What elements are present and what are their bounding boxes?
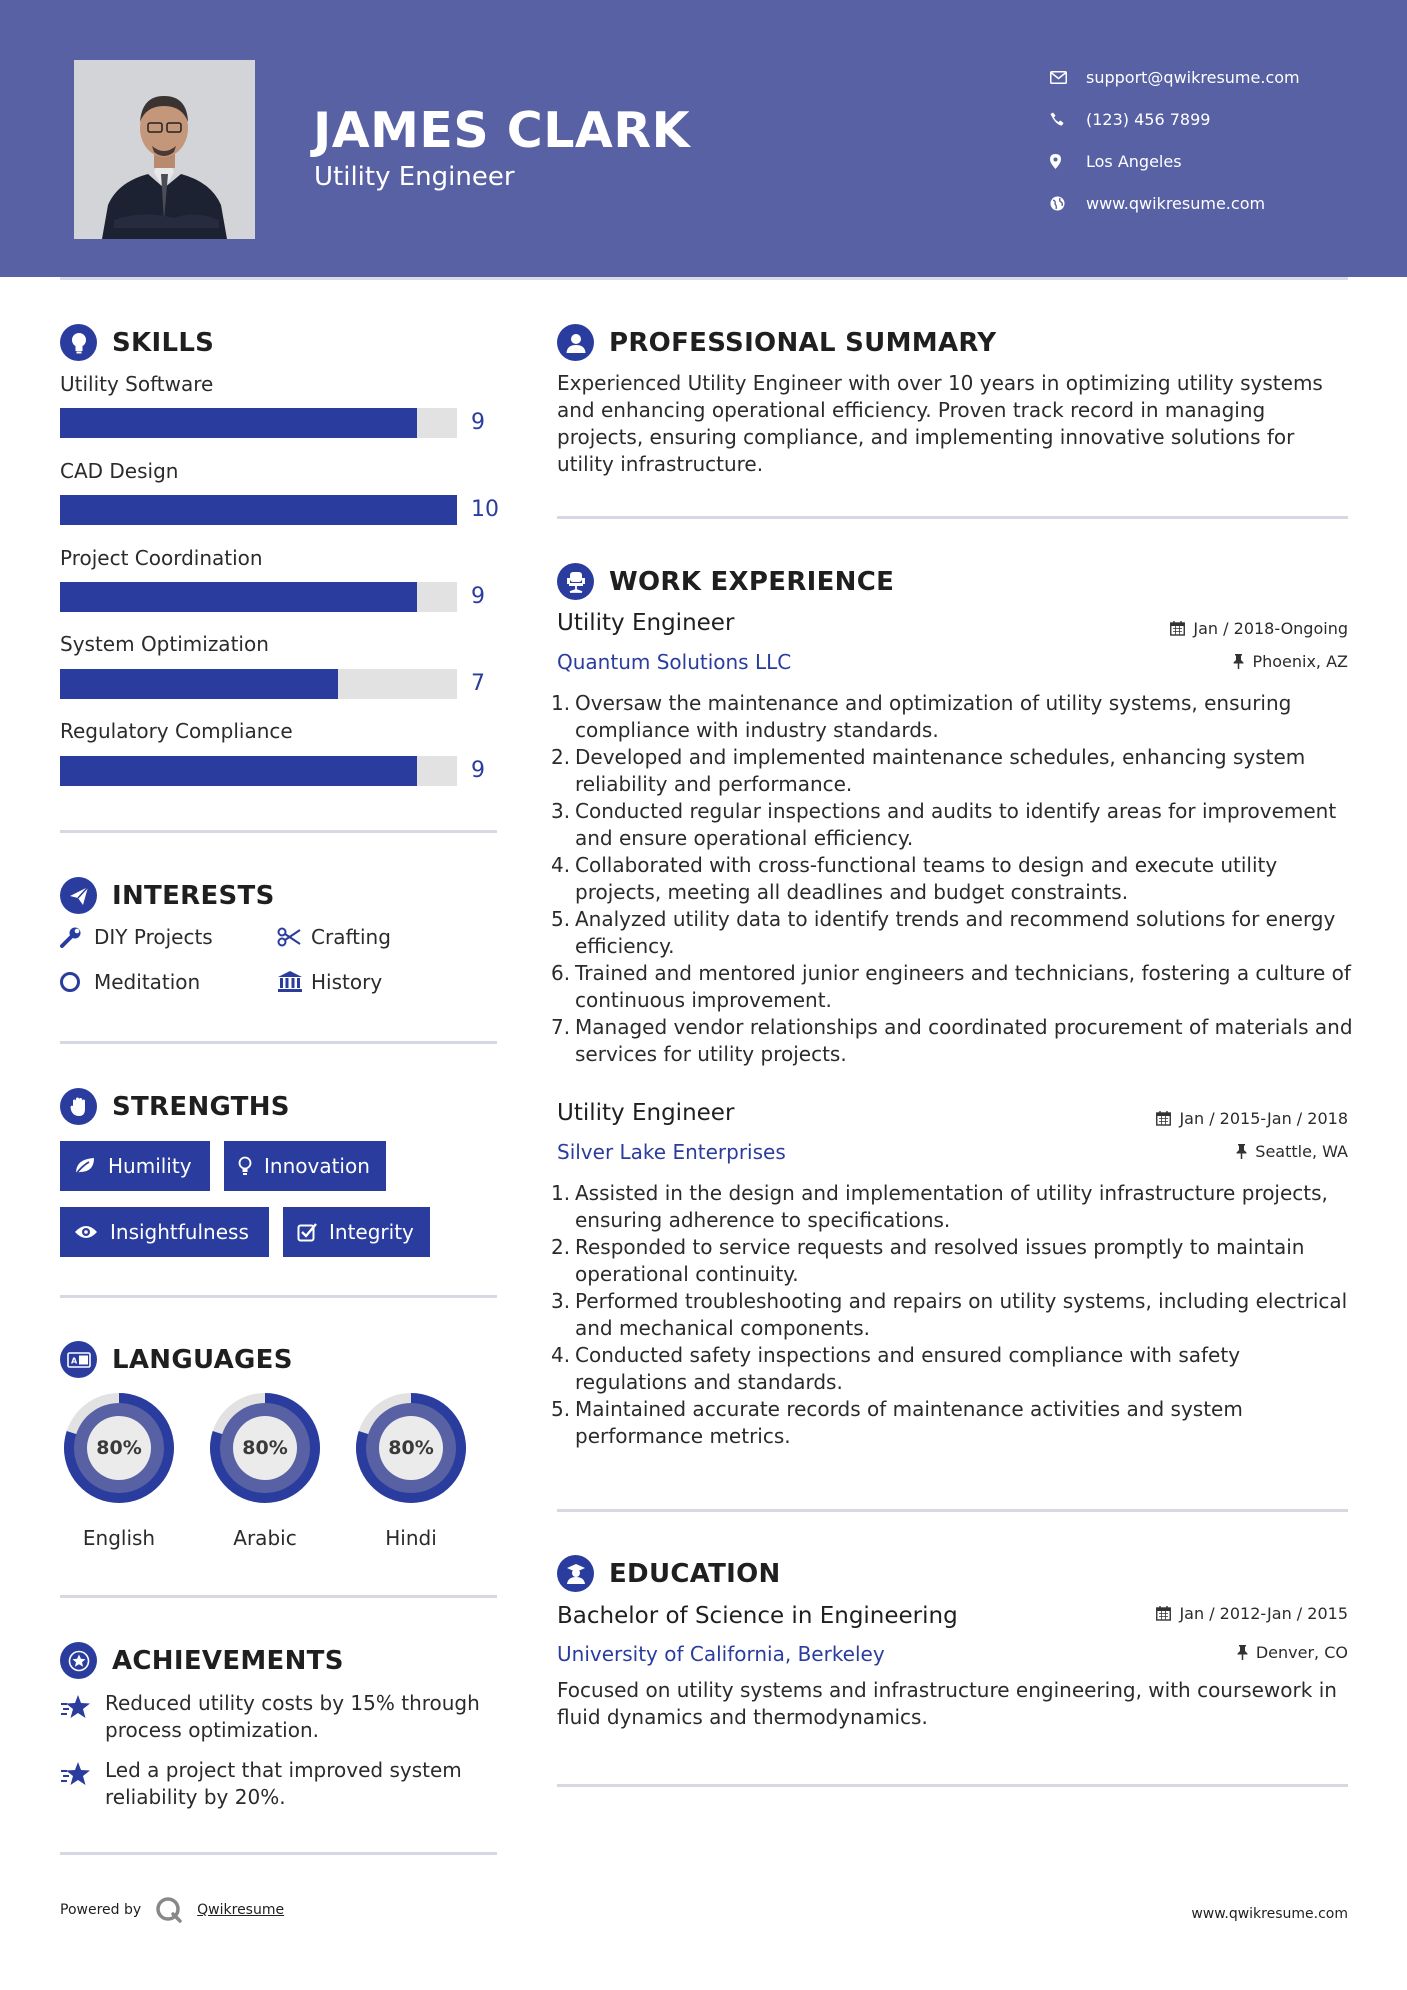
job-location [1236,1142,1348,1161]
job-location-text: Phoenix, AZ [1252,652,1348,671]
job-location [1233,652,1348,671]
strength-label: Innovation [264,1154,370,1178]
globe-icon [1050,193,1086,213]
calendar-icon [1156,1606,1171,1621]
contact-website[interactable] [1050,182,1390,224]
strength-tag [283,1207,430,1257]
profile-photo [74,60,255,239]
interest-item [277,925,391,949]
experience-title: WORK EXPERIENCE [609,566,895,597]
section-divider [557,516,1348,519]
language-percent: 80% [96,1437,142,1459]
duty-item: 3. Performed troubleshooting and repairs on utility systems, including electrical and mechanical components. [551,1289,1348,1340]
duty-item: 2. Responded to service requests and resolved issues promptly to maintain operational continuity. [551,1235,1305,1286]
strength-tag [60,1207,269,1257]
contact-phone[interactable] [1050,98,1390,140]
achievements-heading [60,1642,344,1679]
duty-item: 5. Analyzed utility data to identify trends and recommend solutions for energy efficiency. [551,907,1336,958]
skill-bar-fill [60,495,457,525]
language-percent: 80% [388,1437,434,1459]
interest-item [277,970,382,994]
language-label: English [82,1526,156,1550]
skill-bar [60,408,457,438]
interests-title: INTERESTS [112,880,275,911]
contact-email-text: support@qwikresume.com [1086,67,1300,87]
interest-item [60,925,213,949]
job-location-text: Seattle, WA [1255,1142,1348,1161]
duty-item: 1. Assisted in the design and implementation of utility infrastructure projects, ensuring adherence to specifications. [551,1181,1328,1232]
contact-website-text: www.qwikresume.com [1086,193,1266,213]
duty-item: 3. Conducted regular inspections and audits to identify areas for improvement and ensure operational efficiency. [551,799,1337,850]
skill-label: Regulatory Compliance [60,719,293,743]
contact-phone-text: (123) 456 7899 [1086,109,1211,129]
svg-text:A: A [70,1356,77,1365]
achievement-text: Led a project that improved system reliability by 20%. [105,1758,462,1809]
user-icon [557,324,594,361]
pushpin-icon [1233,654,1244,669]
duty-item: 4. Collaborated with cross-functional teams to design and execute utility projects, meeting all deadlines and budget constraints. [551,853,1278,904]
languages-title: LANGUAGES [112,1344,293,1375]
interest-label: DIY Projects [94,925,213,949]
section-divider [60,1595,497,1598]
degree-title: Bachelor of Science in Engineering [557,1603,958,1629]
hand-icon [60,1088,97,1125]
skill-value: 10 [471,497,499,522]
graduate-icon [557,1555,594,1592]
candidate-role: Utility Engineer [314,162,515,192]
contact-list [1050,56,1390,224]
footer-website[interactable]: www.qwikresume.com [1191,1906,1348,1922]
skill-value: 9 [471,758,485,783]
education-location-text: Denver, CO [1255,1643,1348,1662]
calendar-icon [1156,1111,1171,1126]
footer-powered-by [60,1896,284,1924]
language-percent: 80% [242,1437,288,1459]
skill-label: CAD Design [60,459,179,483]
contact-location [1050,140,1390,182]
section-divider [60,1852,497,1855]
map-pin-icon [1050,151,1086,171]
wrench-icon [60,926,94,948]
summary-heading [557,324,996,361]
strength-label: Insightfulness [110,1220,249,1244]
header-divider [60,277,1348,280]
interest-item [60,970,200,994]
strength-label: Humility [108,1154,192,1178]
envelope-icon [1050,67,1086,87]
skill-value: 7 [471,671,485,696]
education-dates [1156,1604,1348,1623]
job-dates-text: Jan / 2018-Ongoing [1193,619,1348,638]
interest-label: Meditation [94,970,201,994]
company-name: Quantum Solutions LLC [557,650,792,674]
calendar-icon [1170,621,1185,636]
skill-label: Project Coordination [60,546,263,570]
skill-value: 9 [471,410,485,435]
skill-value: 9 [471,584,485,609]
brand-link[interactable]: Qwikresume [197,1902,285,1918]
experience-heading [557,563,894,600]
duty-item: 6. Trained and mentored junior engineers and technicians, fostering a culture of continuous improvement. [551,961,1351,1012]
star-badge-icon [60,1642,97,1679]
section-divider [557,1509,1348,1512]
language-item [350,1387,472,1550]
summary-title: PROFESSIONAL SUMMARY [609,327,997,358]
chair-icon [557,563,594,600]
language-item [204,1387,326,1550]
strength-tag [60,1141,210,1191]
section-divider [60,830,497,833]
education-description: Focused on utility systems and infrastructure engineering, with coursework in fluid dynamics and thermodynamics. [557,1678,1337,1729]
star-icon [60,1690,105,1744]
skills-title: SKILLS [112,327,215,358]
achievement-item [60,1690,500,1744]
languages-heading [60,1341,293,1378]
museum-icon [277,971,311,993]
job-title: Utility Engineer [557,610,735,636]
duty-item: 5. Maintained accurate records of maintenance activities and system performance metrics. [551,1397,1243,1448]
check-square-icon [297,1222,317,1242]
achievement-text: Reduced utility costs by 15% through process optimization. [105,1691,480,1742]
eye-icon [74,1224,98,1240]
strength-tag [224,1141,386,1191]
job-title: Utility Engineer [557,1100,735,1126]
education-dates-text: Jan / 2012-Jan / 2015 [1179,1604,1348,1623]
skill-bar-fill [60,408,417,438]
company-name: Silver Lake Enterprises [557,1140,786,1164]
education-location [1237,1643,1348,1662]
education-heading [557,1555,781,1592]
skill-label: System Optimization [60,632,269,656]
resume-header [0,0,1407,277]
duty-item: 7. Managed vendor relationships and coordinated procurement of materials and services for utility projects. [551,1015,1353,1066]
pushpin-icon [1237,1645,1248,1660]
interest-label: Crafting [311,925,391,949]
job-dates-text: Jan / 2015-Jan / 2018 [1179,1109,1348,1128]
achievements-title: ACHIEVEMENTS [112,1645,344,1676]
skill-bar [60,495,457,525]
skill-bar [60,669,457,699]
strengths-heading [60,1088,290,1125]
section-divider [557,1784,1348,1787]
leaf-icon [74,1157,96,1175]
education-title: EDUCATION [609,1558,781,1589]
interest-label: History [311,970,383,994]
strengths-title: STRENGTHS [112,1091,290,1122]
candidate-name: JAMES CLARK [313,102,691,159]
lightbulb-icon [238,1156,252,1176]
phone-icon [1050,109,1086,129]
contact-location-text: Los Angeles [1086,151,1182,171]
section-divider [60,1041,497,1044]
paper-plane-icon [60,877,97,914]
language-label: Hindi [385,1526,437,1550]
language-label: Arabic [233,1526,297,1550]
duty-item: 1. Oversaw the maintenance and optimization of utility systems, ensuring compliance with industry standards. [551,691,1292,742]
job-dates [1156,1109,1348,1128]
star-icon [60,1757,105,1811]
powered-by-text: Powered by [60,1902,142,1918]
achievement-item [60,1757,500,1811]
school-name: University of California, Berkeley [557,1642,885,1666]
skill-bar-fill [60,756,417,786]
duty-item: 4. Conducted safety inspections and ensured compliance with safety regulations and standards. [551,1343,1241,1394]
strength-label: Integrity [329,1220,414,1244]
skill-bar-fill [60,582,417,612]
skill-bar [60,582,457,612]
contact-email[interactable] [1050,56,1390,98]
duty-item: 2. Developed and implemented maintenance schedules, enhancing system reliability and performance. [551,745,1306,796]
pushpin-icon [1236,1144,1247,1159]
section-divider [60,1295,497,1298]
qwikresume-logo-icon [155,1896,183,1924]
skills-heading [60,324,214,361]
scissors-icon [277,927,311,947]
skill-label: Utility Software [60,372,214,396]
language-item [58,1387,180,1550]
skill-bar-fill [60,669,338,699]
circle-icon [60,971,94,993]
job-duties [551,690,1357,1068]
job-dates [1170,619,1348,638]
skill-bar [60,756,457,786]
lightbulb-icon [60,324,97,361]
job-duties [551,1180,1357,1450]
summary-text: Experienced Utility Engineer with over 10 years in optimizing utility systems and enhancing operational efficiency. Proven track record in managing projects, ensuring compliance, and implementing innovative solutions for utility infrastructure. [557,371,1323,476]
translate-icon [60,1341,97,1378]
interests-heading [60,877,275,914]
